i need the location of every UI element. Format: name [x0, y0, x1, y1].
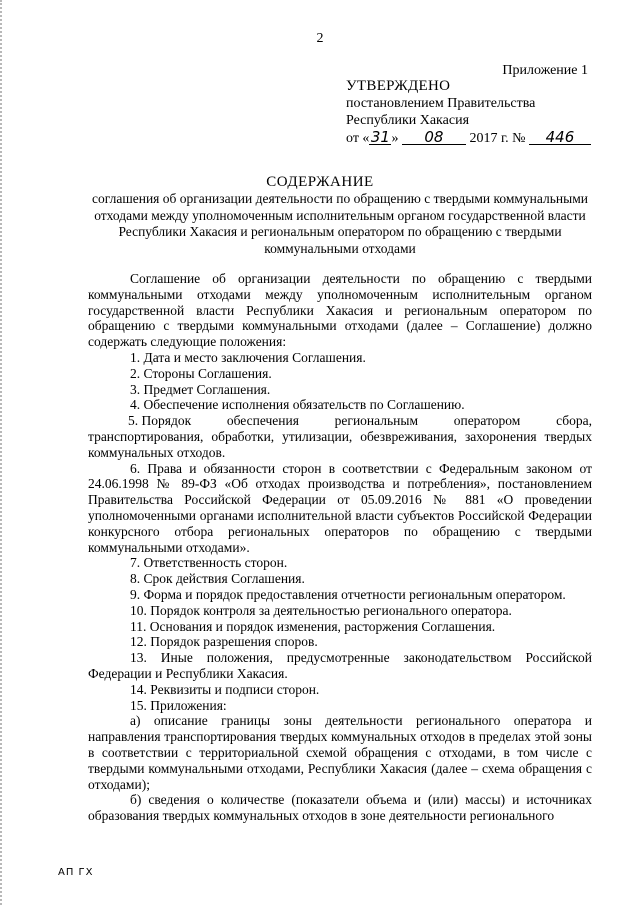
- handwritten-day: 31: [370, 128, 390, 146]
- document-subtitle: соглашения об организации деятельности по обращению с твердыми коммунальными отходами между уполномоченным исполнительным органом государственной власти Республики Хакасия и региональным оператором по обращению с твердыми коммунальными отходами: [92, 191, 588, 256]
- approval-stamp-block: [346, 78, 591, 147]
- scan-page-edge: [0, 0, 5, 905]
- item-5-word: 5. Порядок: [128, 413, 192, 429]
- item-9: 9. Форма и порядок предоставления отчетности региональным оператором.: [130, 586, 566, 602]
- item-4: 4. Обеспечение исполнения обязательств по Соглашению.: [130, 397, 465, 413]
- item-5-word: обеспечения: [226, 413, 299, 429]
- document-title: СОДЕРЖАНИЕ: [266, 174, 374, 190]
- item-2: 2. Стороны Соглашения.: [130, 365, 272, 381]
- date-separator: »: [391, 131, 399, 146]
- appendix-label: Приложение 1: [502, 63, 588, 78]
- page-number: 2: [316, 31, 324, 46]
- approval-heading: УТВЕРЖДЕНО: [346, 78, 451, 94]
- item-13: 13. Иные положения, предусмотренные законодательством Российской Федерации и Республики Хакасия.: [88, 650, 592, 681]
- item-5-word: оператором: [453, 413, 521, 429]
- year-text: 2017 г. №: [469, 131, 526, 146]
- item-8: 8. Срок действия Соглашения.: [130, 571, 305, 587]
- appendix-item-b: б) сведения о количестве (показатели объема и (или) массы) и источниках образования твердых коммунальных отходов в зоне деятельности регионального: [88, 792, 592, 824]
- date-prefix: от «: [346, 131, 370, 146]
- approval-line-1: постановлением Правительства: [346, 96, 536, 111]
- item-1: 1. Дата и место заключения Соглашения.: [130, 349, 366, 365]
- item-10: 10. Порядок контроля за деятельностью регионального оператора.: [130, 602, 512, 618]
- item-5-continuation: транспортирования, обработки, утилизации, обезвреживания, захоронения твердых коммунальных отходов.: [88, 428, 592, 460]
- document-body: [88, 271, 592, 824]
- handwritten-number: 446: [529, 129, 591, 145]
- item-3: 3. Предмет Соглашения.: [130, 381, 271, 397]
- item-14: 14. Реквизиты и подписи сторон.: [130, 681, 320, 697]
- item-7: 7. Ответственность сторон.: [130, 555, 288, 571]
- item-5-first-line: [88, 413, 592, 429]
- item-12: 12. Порядок разрешения споров.: [130, 634, 318, 650]
- approval-date-line: [346, 129, 591, 147]
- approval-line-2: Республики Хакасия: [346, 113, 470, 128]
- footer-code: АП ГХ: [58, 867, 94, 878]
- handwritten-month: 08: [402, 129, 466, 145]
- appendix-item-a: а) описание границы зоны деятельности регионального оператора и направления транспортирования твердых коммунальных отходов в пределах этой зоны в соответствии с территориальной схемой обращения с отходами, в том числе с твердыми коммунальными отходами, Республики Хакасия (далее – схема обращения с отходами);: [88, 713, 592, 792]
- item-5-word: сбора,: [556, 413, 592, 429]
- item-15: 15. Приложения:: [130, 697, 227, 713]
- item-6: 6. Права и обязанности сторон в соответствии с Федеральным законом от 24.06.1998 № 89-ФЗ «Об отходах производства и потребления», постановлением Правительства Российской Федерации от 05.09.2016 № 881 «О проведении уполномоченными органами исполнительной власти субъектов Российской Федерации конкурсного отбора региональных операторов по обращению с твердыми коммунальными отходами».: [88, 460, 592, 555]
- item-5-word: региональным: [334, 413, 418, 429]
- intro-paragraph: Соглашение об организации деятельности по обращению с твердыми коммунальными отходами между уполномоченным исполнительным органом государственной власти Республики Хакасия и региональным оператором по обращению с твердыми коммунальными отходами (далее – Соглашение) должно содержать следующие положения:: [88, 271, 592, 350]
- item-11: 11. Основания и порядок изменения, расторжения Соглашения.: [130, 618, 496, 634]
